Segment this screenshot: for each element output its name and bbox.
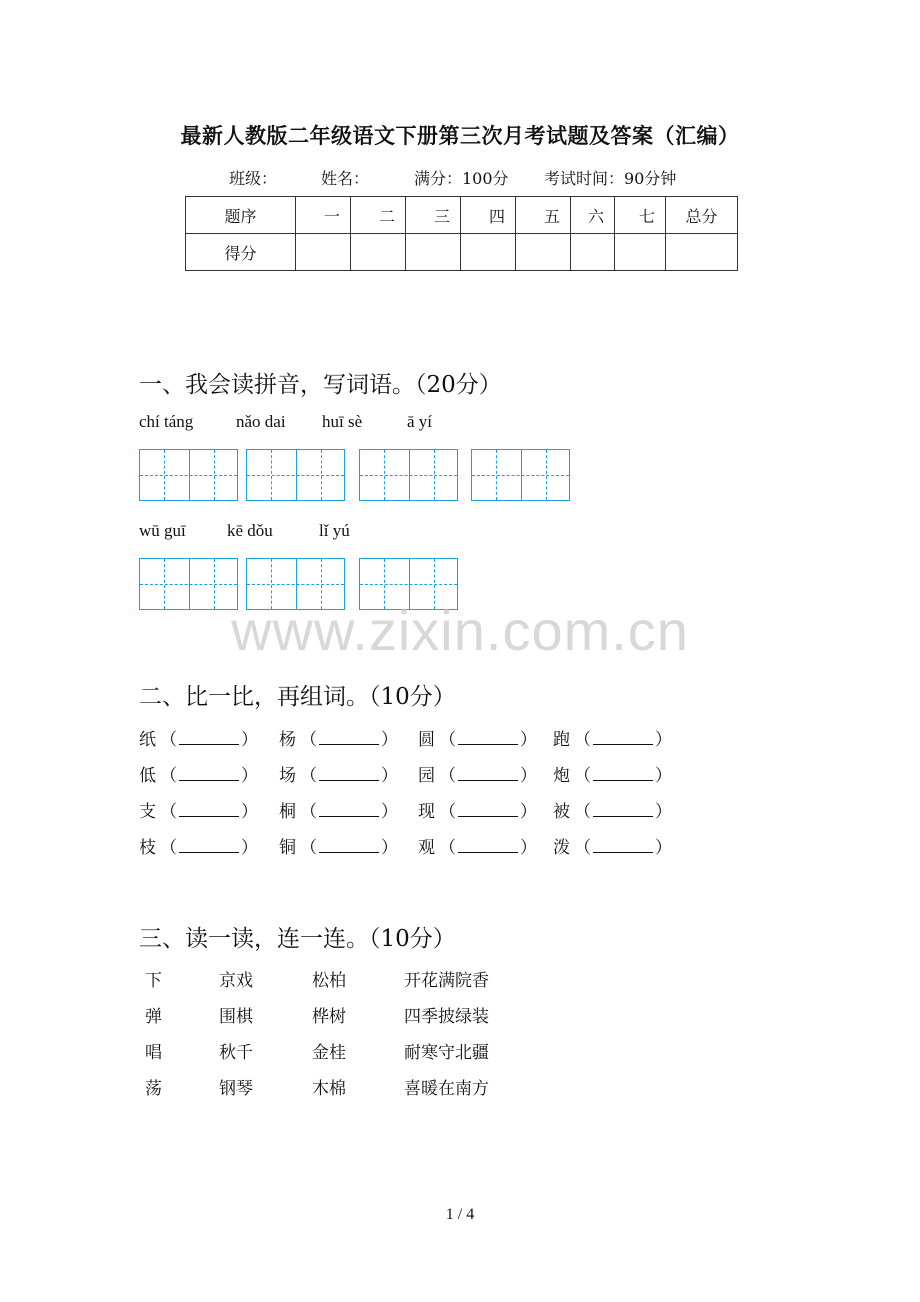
connect-item[interactable]: 下: [145, 971, 162, 991]
connect-item[interactable]: 喜暖在南方: [404, 1079, 489, 1099]
connect-item[interactable]: 金桂: [312, 1043, 346, 1063]
score-cell[interactable]: [516, 234, 571, 271]
score-cell[interactable]: [296, 234, 351, 271]
score-header-cell: 题序: [186, 197, 296, 234]
page-number: 1 / 4: [445, 1206, 475, 1223]
connect-item[interactable]: 开花满院香: [404, 971, 489, 991]
score-header-cell: 二: [351, 197, 406, 234]
compare-word-item: [418, 833, 537, 858]
pinyin-label: lǐ yú: [319, 521, 350, 540]
compare-char: 泼: [553, 838, 570, 858]
answer-blank[interactable]: [458, 836, 518, 853]
paren-close: ）: [241, 838, 258, 858]
paren-open: （: [574, 730, 591, 750]
compare-char: 杨: [279, 730, 296, 750]
compare-char: 枝: [139, 838, 156, 858]
answer-blank[interactable]: [593, 728, 653, 745]
paren-open: （: [300, 730, 317, 750]
connect-item[interactable]: 木棉: [312, 1079, 346, 1099]
paren-open: （: [574, 766, 591, 786]
connect-item[interactable]: 秋千: [219, 1043, 253, 1063]
compare-char: 跑: [553, 730, 570, 750]
paren-open: （: [300, 802, 317, 822]
section3-title: 三、读一读，连一连。（10分）: [139, 926, 456, 952]
pinyin-label: kē dǒu: [227, 521, 273, 540]
compare-word-item: [279, 761, 398, 786]
compare-char: 观: [418, 838, 435, 858]
paren-close: ）: [520, 838, 537, 858]
score-row-label: 得分: [186, 234, 296, 271]
paren-close: ）: [241, 802, 258, 822]
pinyin-label: ā yí: [407, 412, 433, 431]
answer-blank[interactable]: [179, 728, 239, 745]
answer-blank[interactable]: [458, 764, 518, 781]
paren-close: ）: [655, 838, 672, 858]
compare-char: 铜: [279, 838, 296, 858]
score-header-cell: 六: [571, 197, 615, 234]
paren-close: ）: [241, 766, 258, 786]
section2-title: 二、比一比，再组词。（10分）: [139, 684, 456, 710]
answer-blank[interactable]: [593, 800, 653, 817]
answer-blank[interactable]: [458, 728, 518, 745]
paren-close: ）: [520, 802, 537, 822]
paren-close: ）: [381, 730, 398, 750]
section1-title: 一、我会读拼音，写词语。（20分）: [139, 372, 502, 398]
paren-open: （: [300, 766, 317, 786]
connect-item[interactable]: 四季披绿装: [404, 1007, 489, 1027]
score-cell[interactable]: [406, 234, 461, 271]
writing-grid[interactable]: [471, 449, 570, 501]
compare-word-item: [553, 725, 672, 750]
paren-close: ）: [655, 730, 672, 750]
compare-char: 纸: [139, 730, 156, 750]
compare-word-item: [139, 725, 258, 750]
score-header-cell: 五: [516, 197, 571, 234]
paren-open: （: [439, 802, 456, 822]
compare-word-item: [418, 725, 537, 750]
connect-item[interactable]: 弹: [145, 1007, 162, 1027]
score-table-header-row: [186, 197, 738, 234]
paren-open: （: [439, 730, 456, 750]
paren-open: （: [160, 766, 177, 786]
compare-word-item: [418, 761, 537, 786]
pinyin-label: nǎo dai: [236, 412, 286, 431]
paren-close: ）: [381, 766, 398, 786]
compare-char: 现: [418, 802, 435, 822]
score-cell[interactable]: [351, 234, 406, 271]
writing-grid[interactable]: [359, 449, 458, 501]
paren-open: （: [439, 838, 456, 858]
pinyin-label: huī sè: [322, 412, 363, 431]
compare-char: 低: [139, 766, 156, 786]
score-table-score-row: [186, 234, 738, 271]
compare-word-item: [139, 833, 258, 858]
compare-char: 支: [139, 802, 156, 822]
paren-close: ）: [520, 730, 537, 750]
watermark: www.zixin.com.cn: [231, 599, 689, 662]
writing-grid[interactable]: [139, 449, 238, 501]
connect-item[interactable]: 桦树: [312, 1007, 346, 1027]
connect-item[interactable]: 唱: [145, 1043, 162, 1063]
answer-blank[interactable]: [319, 728, 379, 745]
writing-grid[interactable]: [246, 449, 345, 501]
paren-open: （: [160, 802, 177, 822]
score-cell[interactable]: [666, 234, 738, 271]
paren-close: ）: [520, 766, 537, 786]
score-cell[interactable]: [461, 234, 516, 271]
paren-open: （: [160, 838, 177, 858]
answer-blank[interactable]: [179, 764, 239, 781]
compare-word-item: [139, 761, 258, 786]
paren-open: （: [574, 802, 591, 822]
page-title: 最新人教版二年级语文下册第三次月考试题及答案（汇编）: [180, 123, 740, 148]
paren-open: （: [160, 730, 177, 750]
paren-open: （: [300, 838, 317, 858]
answer-blank[interactable]: [593, 764, 653, 781]
name-label: 姓名：: [321, 169, 370, 188]
score-cell[interactable]: [571, 234, 615, 271]
paren-close: ）: [241, 730, 258, 750]
compare-word-item: [553, 833, 672, 858]
compare-word-item: [279, 833, 398, 858]
class-label: 班级：: [229, 169, 278, 188]
connect-item[interactable]: 荡: [145, 1079, 162, 1099]
compare-word-item: [279, 797, 398, 822]
compare-char: 被: [553, 802, 570, 822]
connect-item[interactable]: 钢琴: [219, 1079, 253, 1099]
connect-item[interactable]: 围棋: [219, 1007, 253, 1027]
compare-word-item: [553, 761, 672, 786]
score-header-cell: 三: [406, 197, 461, 234]
compare-char: 炮: [553, 766, 570, 786]
score-header-cell: 七: [615, 197, 666, 234]
compare-char: 场: [279, 766, 296, 786]
paren-open: （: [439, 766, 456, 786]
score-header-cell: 四: [461, 197, 516, 234]
answer-blank[interactable]: [179, 800, 239, 817]
pinyin-label: wū guī: [139, 521, 186, 540]
answer-blank[interactable]: [593, 836, 653, 853]
connect-item[interactable]: 耐寒守北疆: [404, 1043, 489, 1063]
compare-word-item: [139, 797, 258, 822]
paren-close: ）: [381, 802, 398, 822]
paren-close: ）: [655, 802, 672, 822]
paren-open: （: [574, 838, 591, 858]
answer-blank[interactable]: [319, 764, 379, 781]
answer-blank[interactable]: [458, 800, 518, 817]
paren-close: ）: [381, 838, 398, 858]
score-table: [185, 196, 738, 271]
answer-blank[interactable]: [179, 836, 239, 853]
paren-close: ）: [655, 766, 672, 786]
compare-char: 园: [418, 766, 435, 786]
pinyin-label: chí táng: [139, 412, 194, 431]
compare-word-item: [553, 797, 672, 822]
compare-char: 桐: [279, 802, 296, 822]
connect-item[interactable]: 京戏: [219, 971, 253, 991]
score-header-cell: 一: [296, 197, 351, 234]
compare-word-item: [418, 797, 537, 822]
score-cell[interactable]: [615, 234, 666, 271]
full-score: 满分：100分: [414, 169, 509, 188]
compare-char: 圆: [418, 730, 435, 750]
answer-blank[interactable]: [319, 836, 379, 853]
score-header-cell: 总分: [666, 197, 738, 234]
exam-time: 考试时间：90分钟: [544, 169, 677, 188]
answer-blank[interactable]: [319, 800, 379, 817]
connect-item[interactable]: 松柏: [312, 971, 346, 991]
compare-word-item: [279, 725, 398, 750]
